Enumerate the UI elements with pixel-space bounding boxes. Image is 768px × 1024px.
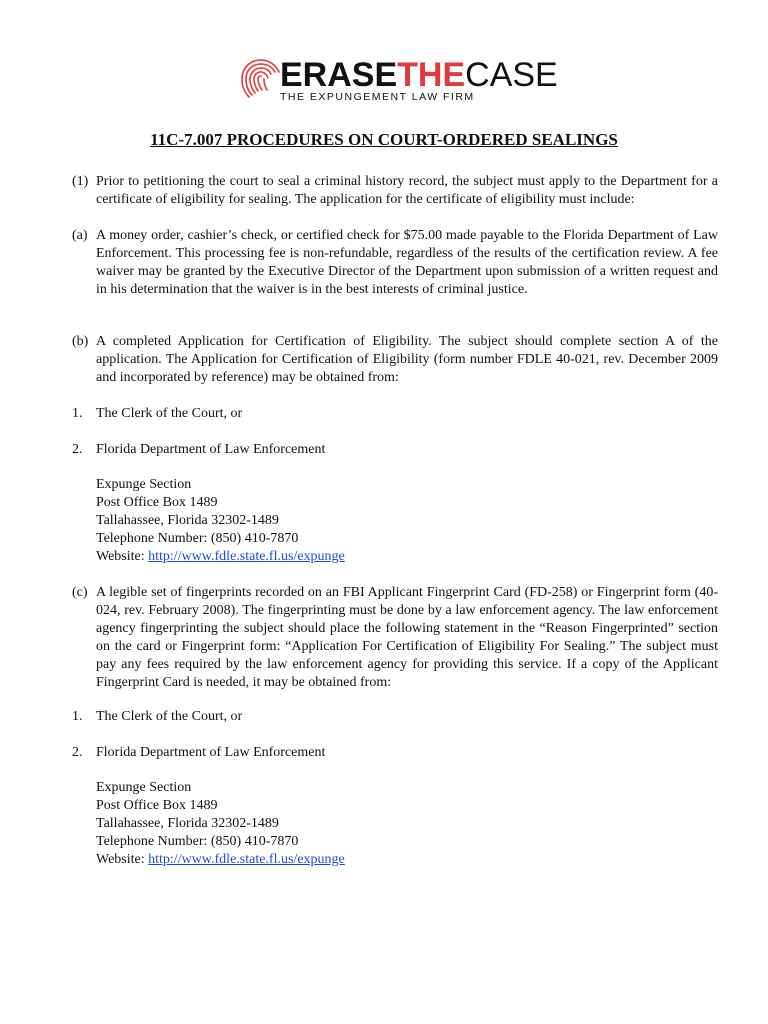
list-number: 2. [72, 442, 83, 457]
list-number: 2. [72, 745, 83, 760]
list-number: 1. [72, 709, 83, 724]
section-c [72, 584, 718, 692]
address-section: Expunge Section [96, 477, 192, 492]
list-item [72, 441, 718, 459]
address-po-box: Post Office Box 1489 [96, 495, 218, 510]
address-section: Expunge Section [96, 780, 192, 795]
address-phone: Telephone Number: (850) 410-7870 [96, 531, 299, 546]
address-phone: Telephone Number: (850) 410-7870 [96, 834, 299, 849]
page-title: 11C-7.007 PROCEDURES ON COURT-ORDERED SEALINGS [150, 130, 618, 149]
list-text: Florida Department of Law Enforcement [96, 442, 326, 457]
list-number: 1. [72, 406, 83, 421]
section-1 [72, 173, 718, 209]
list-item [72, 405, 718, 423]
section-text: A legible set of fingerprints recorded on an FBI Applicant Fingerprint Card (FD-258) or Fingerprint form (40-024, rev. February 2008). The fingerprinting must be done by a law enforcement agency. The law enforcement agency fingerprinting the subject should place the following statement in the “Reason Fingerprinted” section on the card or Fingerprint form: “Application For Certification of Eligibility For Sealing.” The subject must pay any fees required by the law enforcement agency for providing this service. If a copy of the Applicant Fingerprint Card is needed, it may be obtained from: [96, 585, 718, 690]
section-label: (c) [72, 585, 88, 600]
website-link[interactable]: http://www.fdle.state.fl.us/expunge [148, 549, 345, 564]
address-block [96, 779, 596, 869]
section-a [72, 227, 718, 299]
brand-name: ERASETHECASE [280, 56, 558, 94]
list-item [72, 744, 718, 762]
list-text: Florida Department of Law Enforcement [96, 745, 326, 760]
section-label: (1) [72, 174, 89, 189]
list-text: The Clerk of the Court, or [96, 709, 243, 724]
section-text: A money order, cashier’s check, or certified check for $75.00 made payable to the Florida Department of Law Enforcement. This processing fee is non-refundable, regardless of the results of the certification review. A fee waiver may be granted by the Executive Director of the Department upon submission of a written request and in his determination that the waiver is in the best interests of criminal justice. [96, 228, 718, 297]
section-text: Prior to petitioning the court to seal a criminal history record, the subject must apply to the Department for a certificate of eligibility for sealing. The application for the certificate of eligibility must include: [96, 174, 718, 207]
address-city: Tallahassee, Florida 32302-1489 [96, 513, 279, 528]
section-label: (a) [72, 228, 88, 243]
address-city: Tallahassee, Florida 32302-1489 [96, 816, 279, 831]
list-item [72, 708, 718, 726]
address-website: Website: http://www.fdle.state.fl.us/expunge [96, 852, 345, 867]
list-text: The Clerk of the Court, or [96, 406, 243, 421]
address-block [96, 476, 596, 566]
website-link[interactable]: http://www.fdle.state.fl.us/expunge [148, 852, 345, 867]
address-website: Website: http://www.fdle.state.fl.us/expunge [96, 549, 345, 564]
address-po-box: Post Office Box 1489 [96, 798, 218, 813]
section-b [72, 333, 718, 387]
section-label: (b) [72, 334, 89, 349]
section-text: A completed Application for Certification of Eligibility. The subject should complete section A of the application. The Application for Certification of Eligibility (form number FDLE 40-021, rev. December 2009 and incorporated by reference) may be obtained from: [96, 334, 718, 385]
erasethecase-logo [236, 54, 558, 104]
brand-tagline: THE EXPUNGEMENT LAW FIRM [280, 91, 475, 103]
fingerprint-icon [236, 54, 286, 104]
